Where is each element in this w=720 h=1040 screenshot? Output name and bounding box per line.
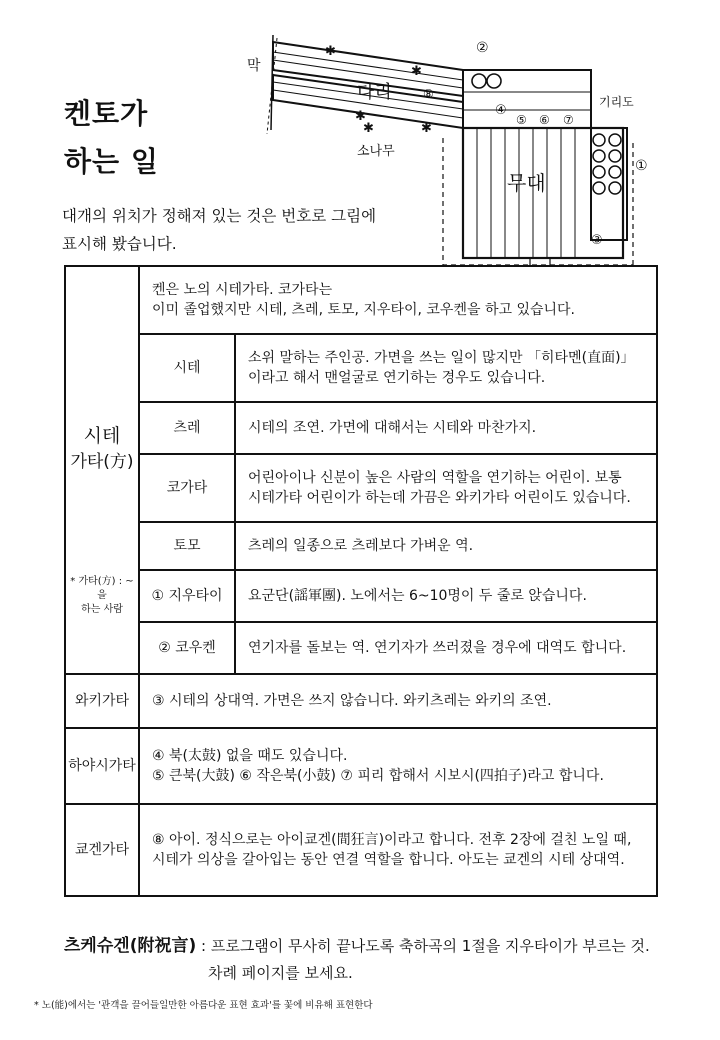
role-desc: 츠레의 일종으로 츠레보다 가벼운 역. [235, 522, 657, 570]
shite-note-line1: * 가타(方) : ~을 [70, 576, 134, 602]
role-desc: 연기자를 돌보는 역. 연기자가 쓰러졌을 경우에 대역도 합니다. [235, 622, 657, 674]
role-desc: ⑧ 아이. 정식으로는 아이쿄겐(間狂言)이라고 합니다. 전후 2장에 걸친 노일 때, 시테가 의상을 갈아입는 동안 연결 역할을 합니다. 아도는 쿄겐의 시테 상대역. [139, 804, 657, 896]
num-1: ① [635, 158, 648, 174]
svg-text:✱: ✱ [363, 121, 374, 136]
tsukeshugen-desc-line2: 차례 페이지를 보세요. [208, 964, 353, 982]
tsukeshugen-note [64, 931, 650, 956]
role-desc: ③ 시테의 상대역. 가면은 쓰지 않습니다. 와키츠레는 와키의 조연. [139, 674, 657, 728]
table-row [65, 728, 657, 804]
role-desc: 어린아이나 신분이 높은 사람의 역할을 연기하는 어린이. 보통 시테가타 어린이가 하는데 가끔은 와키가타 어린이도 있습니다. [235, 454, 657, 522]
label-butai: 무대 [507, 171, 546, 195]
shite-note-line2: 하는 사람 [81, 604, 123, 616]
svg-text:✱: ✱ [411, 64, 422, 79]
table-row [65, 522, 657, 570]
shite-intro: 켄은 노의 시테가타. 코가타는 이미 졸업했지만 시테, 츠레, 토모, 지우타이, 코우켄을 하고 있습니다. [139, 266, 657, 334]
num-6: ⑥ [539, 113, 550, 127]
table-row [65, 570, 657, 622]
svg-text:✱: ✱ [355, 109, 366, 124]
label-kirido: 기리도 [599, 95, 634, 109]
role-name: 시테 [139, 334, 235, 402]
noh-stage-diagram [245, 30, 655, 275]
table-row [65, 622, 657, 674]
page-title-line1: 켄토가 [64, 97, 149, 130]
role-desc: 소위 말하는 주인공. 가면을 쓰는 일이 많지만 「히타멘(直面)」 이라고 해서 맨얼굴로 연기하는 경우도 있습니다. [235, 334, 657, 402]
label-makugawa: 막 [247, 58, 261, 74]
num-2: ② [476, 40, 489, 56]
page-title-line2: 하는 일 [64, 145, 159, 178]
role-desc: ④ 북(太鼓) 없을 때도 있습니다. ⑤ 큰북(大鼓) ⑥ 작은북(小鼓) ⑦ 피리 합해서 시보시(四拍子)라고 합니다. [139, 728, 657, 804]
table-row [65, 334, 657, 402]
intro-line2: 표시해 봤습니다. [62, 235, 177, 253]
role-desc: 시테의 조연. 가면에 대해서는 시테와 마찬가지. [235, 402, 657, 454]
table-row [65, 454, 657, 522]
svg-text:✱: ✱ [325, 44, 336, 59]
shite-label-line2: 가타(方) [70, 452, 134, 473]
role-desc: 요군단(謡軍團). 노에서는 6~10명이 두 줄로 앉습니다. [235, 570, 657, 622]
table-row [65, 674, 657, 728]
label-hashigakari: 다리 [357, 82, 392, 103]
num-7: ⑦ [563, 113, 574, 127]
intro-line1: 대개의 위치가 정해져 있는 것은 번호로 그림에 [62, 207, 377, 225]
table-row [65, 804, 657, 896]
table-row [65, 402, 657, 454]
tsukeshugen-desc: : 프로그램이 무사히 끝나도록 축하곡의 1절을 지우타이가 부르는 것. [201, 937, 650, 955]
roles-table [64, 265, 658, 897]
role-group-label: 쿄겐가타 [65, 804, 139, 896]
shite-label-line1: 시테 [83, 424, 121, 447]
num-4: ④ [495, 103, 507, 118]
role-group-label: 하야시가타 [65, 728, 139, 804]
role-group-label: 와키가타 [65, 674, 139, 728]
svg-text:✱: ✱ [421, 121, 432, 136]
role-name: 토모 [139, 522, 235, 570]
role-name: ① 지우타이 [139, 570, 235, 622]
shite-group-label [65, 266, 139, 674]
label-matsu: 소나무 [357, 144, 395, 159]
num-3: ③ [591, 233, 603, 248]
num-8: ⑧ [423, 87, 434, 101]
role-name: ② 코우켄 [139, 622, 235, 674]
num-5: ⑤ [516, 113, 527, 127]
role-name: 츠레 [139, 402, 235, 454]
footnote: * 노(能)에서는 '관객을 끌어들일만한 아름다운 표현 효과'를 꽃에 비유해 표현한다 [34, 1000, 373, 1011]
role-name: 코가타 [139, 454, 235, 522]
tsukeshugen-term: 츠케슈겐(附祝言) [64, 936, 197, 956]
